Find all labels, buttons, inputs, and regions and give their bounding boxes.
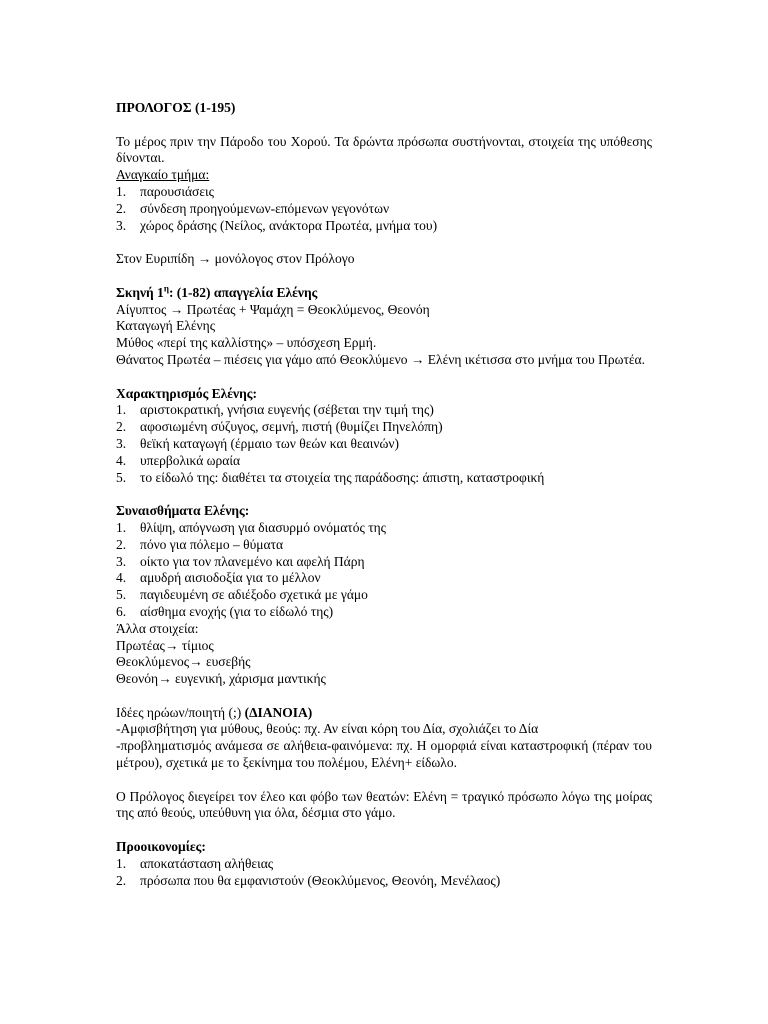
other-element: Θεοκλύμενος→ ευσεβής bbox=[116, 654, 251, 670]
list-item bbox=[116, 873, 652, 890]
list-item bbox=[116, 520, 652, 537]
item-number: 2. bbox=[116, 200, 127, 216]
item-number: 2. bbox=[116, 419, 127, 435]
other-element: Πρωτέας→ τίμιος bbox=[116, 637, 214, 653]
scene1-line: Θάνατος Πρωτέα – πιέσεις για γάμο από Θεοκλύμενο → Ελένη ικέτισσα στο μνήμα του Πρωτέα. bbox=[116, 351, 646, 367]
spacer bbox=[116, 822, 652, 839]
scene1-heading-post: : (1-82) απαγγελία Ελένης bbox=[168, 284, 318, 300]
item-number: 5. bbox=[116, 587, 127, 603]
list-item bbox=[116, 218, 652, 235]
ideas-heading-plain: Ιδέες ηρώων/ποιητή (;) bbox=[116, 704, 245, 720]
character-list bbox=[116, 402, 652, 486]
other-element: Θεονόη→ ευγενική, χάρισμα μαντικής bbox=[116, 671, 326, 687]
scene1-line: Καταγωγή Ελένης bbox=[116, 318, 216, 334]
item-number: 2. bbox=[116, 872, 127, 888]
scene1-line: Αίγυπτος → Πρωτέας + Ψαμάχη = Θεοκλύμενος, Θεονόη bbox=[116, 301, 430, 317]
scene1-line: Μύθος «περί της καλλίστης» – υπόσχεση Ερμή. bbox=[116, 335, 377, 351]
ideas-line: -προβληματισμός ανάμεσα σε αλήθεια-φαινόμενα: πχ. Η ομορφιά είναι καταστροφική (πέραν του μέτρου), σχετικά με το ξεκίνημα του πολέμου, Ελένη+ είδωλο. bbox=[116, 738, 652, 771]
prologue-effect-paragraph: Ο Πρόλογος διεγείρει τον έλεο και φόβο των θεατών: Ελένη = τραγικό πρόσωπο λόγω της μοίρας της από θεούς, υπεύθυνη για όλα, δέσμια στο γάμο. bbox=[116, 788, 652, 821]
list-item bbox=[116, 402, 652, 419]
list-item bbox=[116, 184, 652, 201]
item-text: το είδωλό της: διαθέτει τα στοιχεία της παράδοσης: άπιστη, καταστροφική bbox=[140, 469, 545, 485]
spacer bbox=[116, 234, 652, 251]
emotions-heading: Συναισθήματα Ελένης: bbox=[116, 503, 250, 519]
other-elements-label: Άλλα στοιχεία: bbox=[116, 620, 199, 636]
ideas-heading bbox=[116, 705, 652, 722]
item-text: οίκτο για τον πλανεμένο και αφελή Πάρη bbox=[140, 553, 365, 569]
item-text: θεϊκή καταγωγή (έρμαιο των θεών και θεαινών) bbox=[140, 435, 399, 451]
spacer bbox=[116, 688, 652, 705]
item-number: 6. bbox=[116, 603, 127, 619]
item-number: 1. bbox=[116, 519, 127, 535]
scene1-heading-pre: Σκηνή 1 bbox=[116, 284, 164, 300]
list-item bbox=[116, 604, 652, 621]
list-item bbox=[116, 201, 652, 218]
list-item bbox=[116, 436, 652, 453]
list-item bbox=[116, 537, 652, 554]
list-item bbox=[116, 587, 652, 604]
list-item bbox=[116, 554, 652, 571]
ideas-heading-bold: (ΔΙΑΝΟΙΑ) bbox=[244, 704, 313, 720]
foreshadowing-list bbox=[116, 856, 652, 890]
item-text: αίσθημα ενοχής (για το είδωλό της) bbox=[140, 603, 334, 619]
item-text: σύνδεση προηγούμενων-επόμενων γεγονότων bbox=[140, 200, 390, 216]
item-number: 3. bbox=[116, 217, 127, 233]
foreshadowing-heading: Προοικονομίες: bbox=[116, 839, 206, 855]
item-number: 2. bbox=[116, 536, 127, 552]
spacer bbox=[116, 268, 652, 285]
item-number: 1. bbox=[116, 855, 127, 871]
item-text: αποκατάσταση αλήθειας bbox=[140, 855, 274, 871]
list-item bbox=[116, 453, 652, 470]
item-text: θλίψη, απόγνωση για διασυρμό ονόματός της bbox=[140, 519, 387, 535]
document-title: ΠΡΟΛΟΓΟΣ (1-195) bbox=[116, 100, 236, 115]
item-number: 3. bbox=[116, 435, 127, 451]
item-text: υπερβολικά ωραία bbox=[140, 452, 241, 468]
item-number: 4. bbox=[116, 452, 127, 468]
item-text: παγιδευμένη σε αδιέξοδο σχετικά με γάμο bbox=[140, 587, 368, 603]
scene1-heading-sup: η bbox=[163, 283, 169, 294]
item-text: πόνο για πόλεμο – θύματα bbox=[140, 536, 284, 552]
intro-paragraph: Το μέρος πριν την Πάροδο του Χορού. Τα δρώντα πρόσωπα συστήνονται, στοιχεία της υπόθεσης δίνονται. bbox=[116, 133, 652, 166]
item-text: χώρος δράσης (Νείλος, ανάκτορα Πρωτέα, μνήμα του) bbox=[140, 217, 438, 233]
spacer bbox=[116, 772, 652, 789]
list-item bbox=[116, 570, 652, 587]
item-text: παρουσιάσεις bbox=[140, 183, 214, 199]
ideas-line: -Αμφισβήτηση για μύθους, θεούς: πχ. Αν είναι κόρη του Δία, σχολιάζει το Δία bbox=[116, 721, 539, 737]
spacer bbox=[116, 117, 652, 134]
item-text: αμυδρή αισιοδοξία για το μέλλον bbox=[140, 570, 321, 586]
item-number: 5. bbox=[116, 469, 127, 485]
item-number: 1. bbox=[116, 402, 127, 418]
intro-list bbox=[116, 184, 652, 234]
item-number: 3. bbox=[116, 553, 127, 569]
list-item bbox=[116, 470, 652, 487]
scene1-heading bbox=[116, 285, 652, 302]
item-text: αφοσιωμένη σύζυγος, σεμνή, πιστή (θυμίζει Πηνελόπη) bbox=[140, 419, 443, 435]
spacer bbox=[116, 486, 652, 503]
item-number: 1. bbox=[116, 183, 127, 199]
character-heading: Χαρακτηρισμός Ελένης: bbox=[116, 385, 257, 401]
item-text: αριστοκρατική, γνήσια ευγενής (σέβεται την τιμή της) bbox=[140, 402, 434, 418]
required-part-label: Αναγκαίο τμήμα: bbox=[116, 167, 210, 183]
euripides-line: Στον Ευριπίδη → μονόλογος στον Πρόλογο bbox=[116, 251, 355, 267]
list-item bbox=[116, 856, 652, 873]
item-number: 4. bbox=[116, 570, 127, 586]
spacer bbox=[116, 369, 652, 386]
emotions-list bbox=[116, 520, 652, 621]
item-text: πρόσωπα που θα εμφανιστούν (Θεοκλύμενος, Θεονόη, Μενέλαος) bbox=[140, 872, 501, 888]
list-item bbox=[116, 419, 652, 436]
